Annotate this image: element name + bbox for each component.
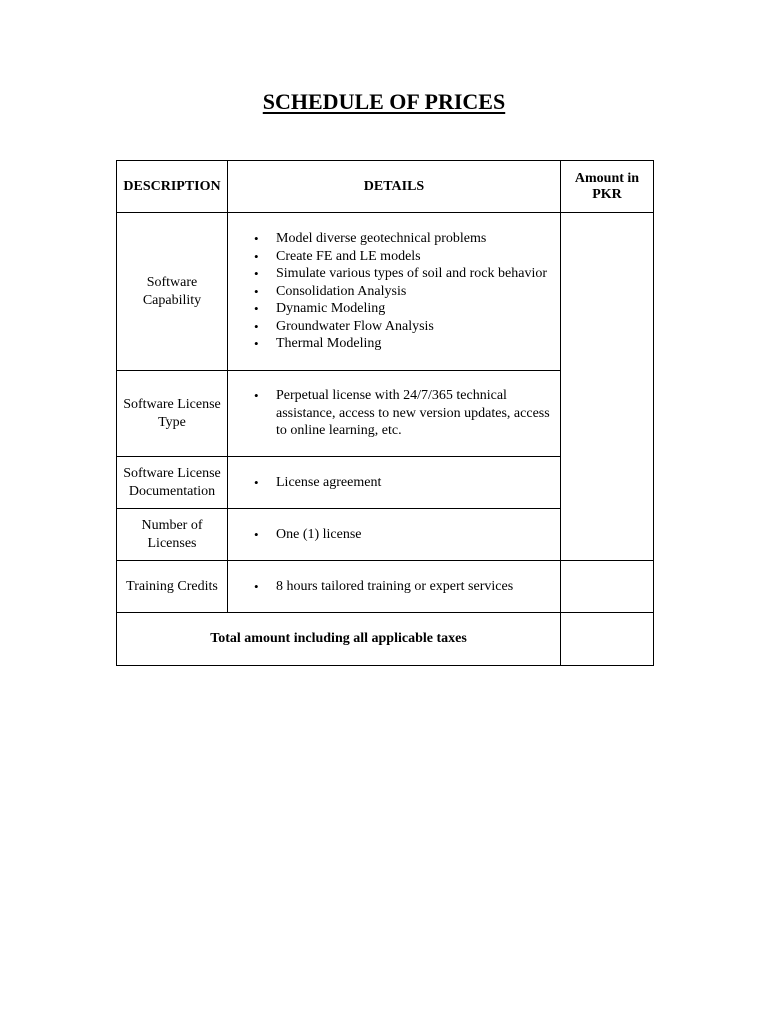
details-list	[228, 387, 560, 440]
row-details	[228, 213, 561, 371]
bullet-icon: •	[254, 318, 259, 334]
bullet-icon: •	[254, 474, 259, 490]
list-item: • Thermal Modeling	[254, 336, 382, 352]
details-list	[228, 578, 560, 596]
bullet-icon: •	[254, 266, 259, 282]
list-item: • Consolidation Analysis	[254, 283, 407, 299]
row-details	[228, 371, 561, 457]
total-label: Total amount including all applicable taxes	[117, 613, 561, 666]
row-description: Software Capability	[117, 213, 228, 371]
amount-cell-training	[561, 561, 654, 613]
details-list	[228, 474, 560, 492]
list-item: • Groundwater Flow Analysis	[254, 318, 434, 334]
row-description: Software License Type	[117, 371, 228, 457]
table-row	[117, 213, 654, 371]
amount-cell-total	[561, 613, 654, 666]
list-item: • Dynamic Modeling	[254, 301, 386, 317]
list-item: • License agreement	[254, 474, 382, 490]
list-item: • One (1) license	[254, 526, 362, 542]
bullet-icon: •	[254, 388, 259, 403]
price-schedule-table	[116, 160, 654, 666]
header-description: DESCRIPTION	[117, 161, 228, 213]
details-list	[228, 230, 560, 353]
row-details	[228, 457, 561, 509]
bullet-icon: •	[254, 248, 259, 264]
row-description: Training Credits	[117, 561, 228, 613]
page-title: SCHEDULE OF PRICES	[262, 89, 506, 114]
list-item: • Perpetual license with 24/7/365 technical assistance, access to new version updates, access to online learning, etc.	[254, 388, 550, 438]
row-details	[228, 509, 561, 561]
row-description: Number of Licenses	[117, 509, 228, 561]
details-list	[228, 526, 560, 544]
bullet-icon: •	[254, 231, 259, 247]
list-item: • Model diverse geotechnical problems	[254, 231, 487, 247]
bullet-icon: •	[254, 526, 259, 542]
list-item: • 8 hours tailored training or expert services	[254, 578, 514, 594]
header-amount: Amount in PKR	[561, 161, 654, 213]
row-details	[228, 561, 561, 613]
bullet-icon: •	[254, 336, 259, 352]
bullet-icon: •	[254, 578, 259, 594]
amount-cell-main	[561, 213, 654, 561]
header-details: DETAILS	[228, 161, 561, 213]
bullet-icon: •	[254, 283, 259, 299]
table-header-row	[117, 161, 654, 213]
bullet-icon: •	[254, 301, 259, 317]
list-item: • Simulate various types of soil and rock behavior	[254, 266, 547, 282]
row-description: Software License Documentation	[117, 457, 228, 509]
list-item: • Create FE and LE models	[254, 248, 421, 264]
total-row	[117, 613, 654, 666]
table-row	[117, 561, 654, 613]
